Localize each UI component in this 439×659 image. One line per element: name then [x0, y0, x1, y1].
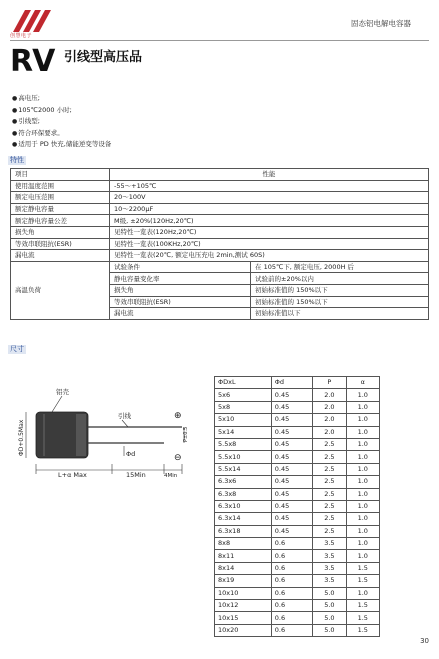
feature-item: ● 高电压; — [12, 93, 111, 105]
table-cell: 0.45 — [271, 476, 312, 488]
spec-item: 额定静电容量 — [11, 203, 110, 215]
table-cell: 1.0 — [346, 538, 379, 550]
table-cell: 0.6 — [271, 612, 312, 624]
logo-mark-icon — [11, 8, 51, 34]
page-number: 30 — [420, 637, 429, 645]
table-cell: 1.0 — [346, 488, 379, 500]
table-row — [215, 488, 380, 500]
load-life-value: 初始标准值以下 — [251, 308, 429, 320]
feature-item: ● 引线型; — [12, 116, 111, 128]
table-cell: 0.45 — [271, 451, 312, 463]
load-life-condition: 漏电流 — [110, 308, 251, 320]
table-cell: 3.5 — [313, 562, 346, 574]
table-cell: 6.3x8 — [215, 488, 272, 500]
table-cell: 1.0 — [346, 389, 379, 401]
table-cell: 6.3x6 — [215, 476, 272, 488]
table-cell: 5.0 — [313, 612, 346, 624]
table-row — [215, 550, 380, 562]
sleeve-label: 铝壳 — [56, 388, 69, 396]
lead-label: 引线 — [118, 412, 131, 420]
table-cell: 1.5 — [346, 624, 379, 636]
spec-row — [11, 192, 429, 204]
table-cell: 2.5 — [313, 463, 346, 475]
table-cell: 1.5 — [346, 575, 379, 587]
table-cell: 1.5 — [346, 562, 379, 574]
feature-item: ● 适用于 PD 快充,储能逆变等设备 — [12, 139, 111, 151]
table-cell: 8x14 — [215, 562, 272, 574]
spec-table — [10, 168, 429, 320]
spec-section-label: 特性 — [10, 156, 24, 164]
table-row — [215, 401, 380, 413]
dim-header-row — [215, 377, 380, 389]
spec-item: 额定电压范围 — [11, 192, 110, 204]
table-cell: 1.0 — [346, 414, 379, 426]
table-cell: 1.0 — [346, 587, 379, 599]
table-cell: 0.6 — [271, 538, 312, 550]
length-label: L+α Max — [58, 471, 87, 479]
dim-header: α — [346, 377, 379, 389]
table-cell: 0.6 — [271, 550, 312, 562]
spec-header-item: 项目 — [11, 169, 110, 181]
table-cell: 6.3x14 — [215, 513, 272, 525]
feature-item: ● 105℃2000 小时; — [12, 105, 111, 117]
capacitor-body — [36, 412, 88, 458]
table-cell: 0.45 — [271, 513, 312, 525]
table-row — [215, 525, 380, 537]
spec-value: -55～+105℃ — [110, 180, 429, 192]
table-cell: 10x12 — [215, 600, 272, 612]
table-cell: 3.5 — [313, 550, 346, 562]
table-row — [215, 600, 380, 612]
pitch-label: P±0.5 — [183, 426, 189, 442]
company-logo — [11, 8, 51, 34]
spec-item: 漏电流 — [11, 250, 110, 262]
table-cell: 10x15 — [215, 612, 272, 624]
load-life-value: 初始标准值的 150%以下 — [251, 284, 429, 296]
table-cell: 3.5 — [313, 538, 346, 550]
table-cell: 8x8 — [215, 538, 272, 550]
minus-sign-icon: ⊖ — [174, 453, 182, 463]
load-life-condition: 静电容量变化率 — [110, 273, 251, 285]
table-cell: 2.0 — [313, 401, 346, 413]
lead-length-label: 15Min — [126, 471, 146, 479]
table-row — [215, 426, 380, 438]
table-cell: 10x20 — [215, 624, 272, 636]
spec-row — [11, 215, 429, 227]
table-row — [215, 500, 380, 512]
table-row — [215, 463, 380, 475]
load-life-value: 试验前的±20%以内 — [251, 273, 429, 285]
table-cell: 5.0 — [313, 587, 346, 599]
spec-value: 见特性一览表(20℃, 额定电压充电 2min,测试 60S) — [110, 250, 429, 262]
table-cell: 2.5 — [313, 451, 346, 463]
spec-row — [11, 238, 429, 250]
table-cell: 1.0 — [346, 476, 379, 488]
spec-value: 20～100V — [110, 192, 429, 204]
load-life-value: 在 105℃下, 额定电压, 2000H 后 — [251, 261, 429, 273]
table-row — [215, 389, 380, 401]
load-life-value: 初始标准值的 150%以下 — [251, 296, 429, 308]
spec-row — [11, 250, 429, 262]
spec-item: 损失角 — [11, 226, 110, 238]
table-cell: 2.5 — [313, 488, 346, 500]
table-cell: 2.0 — [313, 389, 346, 401]
table-cell: 3.5 — [313, 575, 346, 587]
table-cell: 0.45 — [271, 463, 312, 475]
table-cell: 0.45 — [271, 438, 312, 450]
table-cell: 5.5x10 — [215, 451, 272, 463]
spec-value: 见特性一览表(100KHz,20℃) — [110, 238, 429, 250]
spec-row — [11, 203, 429, 215]
lead-end-label: 4Min — [164, 473, 178, 479]
feature-list — [12, 93, 111, 151]
spec-row — [11, 180, 429, 192]
header-divider — [10, 40, 429, 41]
spec-item: 等效串联阻抗(ESR) — [11, 238, 110, 250]
table-cell: 0.45 — [271, 488, 312, 500]
dim-header: Φd — [271, 377, 312, 389]
table-cell: 5x8 — [215, 401, 272, 413]
table-cell: 1.0 — [346, 550, 379, 562]
table-cell: 6.3x10 — [215, 500, 272, 512]
table-cell: 5x6 — [215, 389, 272, 401]
series-title: RV — [10, 44, 55, 79]
dim-section-label: 尺寸 — [10, 345, 24, 353]
lead-diameter-label: Φd — [126, 450, 136, 458]
table-cell: 0.45 — [271, 500, 312, 512]
table-cell: 5x14 — [215, 426, 272, 438]
spec-item: 使用温度范围 — [11, 180, 110, 192]
table-cell: 10x10 — [215, 587, 272, 599]
table-cell: 0.45 — [271, 426, 312, 438]
table-cell: 1.5 — [346, 600, 379, 612]
table-cell: 1.0 — [346, 525, 379, 537]
table-row — [215, 438, 380, 450]
table-cell: 0.6 — [271, 600, 312, 612]
table-row — [215, 587, 380, 599]
table-cell: 0.6 — [271, 562, 312, 574]
load-life-condition: 损失角 — [110, 284, 251, 296]
table-cell: 1.0 — [346, 426, 379, 438]
table-cell: 0.6 — [271, 624, 312, 636]
table-row — [215, 562, 380, 574]
spec-row — [11, 226, 429, 238]
table-cell: 2.5 — [313, 500, 346, 512]
table-cell: 1.0 — [346, 451, 379, 463]
dim-header: ΦDxL — [215, 377, 272, 389]
table-cell: 1.0 — [346, 513, 379, 525]
series-subtitle: 引线型高压品 — [64, 50, 143, 65]
table-cell: 6.3x18 — [215, 525, 272, 537]
table-row — [215, 612, 380, 624]
table-cell: 5x10 — [215, 414, 272, 426]
table-cell: 5.0 — [313, 624, 346, 636]
table-cell: 2.5 — [313, 513, 346, 525]
table-cell: 1.5 — [346, 612, 379, 624]
table-row — [215, 513, 380, 525]
table-cell: 0.45 — [271, 389, 312, 401]
load-life-condition: 试验条件 — [110, 261, 251, 273]
table-cell: 0.45 — [271, 401, 312, 413]
table-cell: 2.5 — [313, 438, 346, 450]
table-row — [215, 575, 380, 587]
dim-header: P — [313, 377, 346, 389]
spec-value: 10～2200μF — [110, 203, 429, 215]
table-row — [215, 538, 380, 550]
table-cell: 2.5 — [313, 476, 346, 488]
table-cell: 2.0 — [313, 426, 346, 438]
load-life-row — [11, 261, 429, 273]
feature-item: ● 符合环保要求。 — [12, 128, 111, 140]
table-row — [215, 624, 380, 636]
dim-table-body — [215, 389, 380, 637]
table-cell: 2.0 — [313, 414, 346, 426]
table-row — [215, 476, 380, 488]
table-cell: 5.5x8 — [215, 438, 272, 450]
table-cell: 2.5 — [313, 525, 346, 537]
spec-header-performance: 性能 — [110, 169, 429, 181]
table-cell: 5.0 — [313, 600, 346, 612]
table-cell: 5.5x14 — [215, 463, 272, 475]
table-row — [215, 451, 380, 463]
plus-sign-icon: ⊕ — [174, 411, 182, 421]
table-cell: 0.6 — [271, 587, 312, 599]
table-cell: 0.6 — [271, 575, 312, 587]
table-cell: 0.45 — [271, 525, 312, 537]
spec-value: 见特性一览表(120Hz,20℃) — [110, 226, 429, 238]
dimension-table — [214, 376, 380, 637]
table-cell: 1.0 — [346, 500, 379, 512]
spec-header-row — [11, 169, 429, 181]
table-cell: 1.0 — [346, 401, 379, 413]
capacitor-dimension-diagram — [14, 378, 196, 518]
table-cell: 1.0 — [346, 438, 379, 450]
table-cell: 8x11 — [215, 550, 272, 562]
table-cell: 8x19 — [215, 575, 272, 587]
logo-text: 创慧电子 — [10, 33, 33, 39]
spec-item: 额定静电容量公差 — [11, 215, 110, 227]
header-category: 固态铝电解电容器 — [351, 19, 411, 28]
table-cell: 1.0 — [346, 463, 379, 475]
load-life-item: 高温负荷 — [11, 261, 110, 319]
table-row — [215, 414, 380, 426]
load-life-condition: 等效串联阻抗(ESR) — [110, 296, 251, 308]
spec-value: M级, ±20%(120Hz,20℃) — [110, 215, 429, 227]
table-cell: 0.45 — [271, 414, 312, 426]
diameter-label: ΦD+0.5Max — [18, 419, 25, 456]
